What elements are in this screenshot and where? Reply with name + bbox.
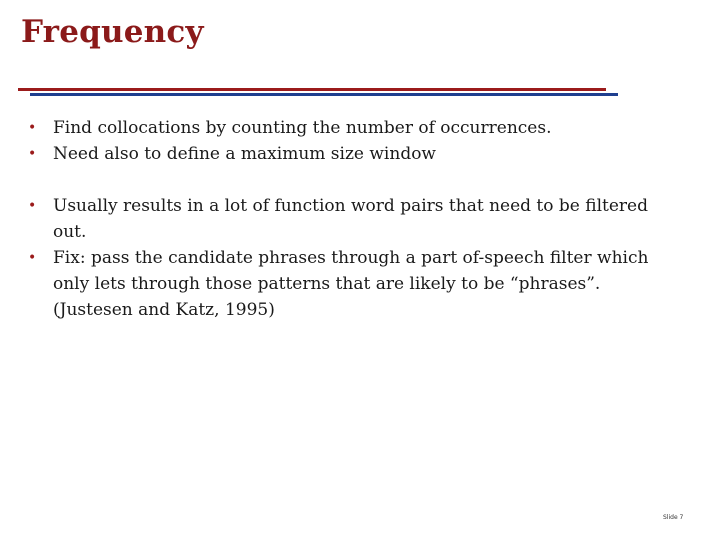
bullet-item [26, 141, 676, 167]
title-underline-blue [30, 93, 618, 96]
slide-title: Frequency [21, 14, 204, 50]
bullet-text: Fix: pass the candidate phrases through a part of-speech filter which only lets through those patterns that are likely to be “phrases”. (Justesen and Katz, 1995) [53, 248, 649, 320]
bullet-marker: • [28, 198, 37, 214]
bullet-marker: • [28, 120, 37, 136]
bullet-item [26, 115, 676, 141]
bullet-marker: • [28, 146, 37, 162]
bullet-text: Find collocations by counting the number of occurrences. [53, 118, 552, 138]
slide-number: Slide 7 [663, 514, 684, 521]
bullet-marker: • [28, 250, 37, 266]
bullet-text: Usually results in a lot of function word pairs that need to be filtered out. [53, 196, 648, 242]
bullet-item [26, 193, 676, 245]
title-underline-red [18, 88, 606, 91]
bullet-item [26, 245, 676, 323]
bullet-text: Need also to define a maximum size window [53, 144, 436, 164]
bullet-list [26, 115, 676, 323]
